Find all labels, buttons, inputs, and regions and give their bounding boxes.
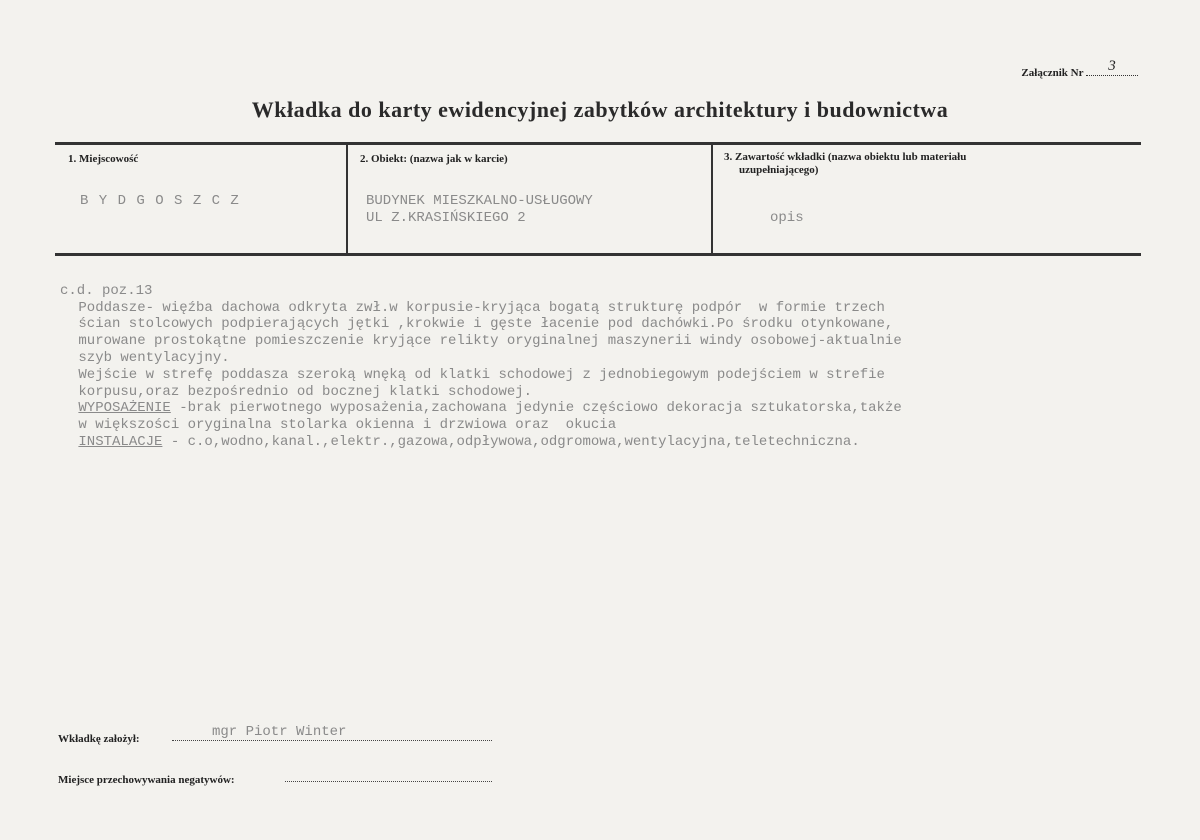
- object-label: 2. Obiekt: (nazwa jak w karcie): [360, 153, 508, 165]
- body-line: korpusu,oraz bezpośrednio od bocznej klatki schodowej.: [70, 383, 533, 400]
- content-label-2: uzupełniającego): [739, 164, 819, 176]
- author-label: Wkładkę założył:: [58, 733, 140, 745]
- object-line2: UL Z.KRASIŃSKIEGO 2: [366, 210, 526, 226]
- header-bottom-rule: [55, 253, 1141, 256]
- header-divider-1: [346, 145, 348, 255]
- body-line: Poddasze- więźba dachowa odkryta zwł.w korpusie-kryjąca bogatą strukturę podpór w formie trzech: [70, 299, 885, 316]
- object-line1: BUDYNEK MIESZKALNO-USŁUGOWY: [366, 193, 593, 209]
- header-divider-2: [711, 145, 713, 255]
- author-value: mgr Piotr Winter: [212, 724, 347, 740]
- body-line: murowane prostokątne pomieszczenie kryjące relikty oryginalnej maszynerii windy osobowej-aktualnie: [70, 333, 902, 350]
- body-line: c.d. poz.13: [60, 282, 153, 299]
- installations-heading: INSTALACJE: [78, 433, 163, 450]
- body-line: szyb wentylacyjny.: [70, 349, 230, 366]
- negatives-label: Miejsce przechowywania negatywów:: [58, 774, 235, 786]
- installations-text: - c.o,wodno,kanal.,elektr.,gazowa,odpływowa,odgromowa,wentylacyjna,teletechniczna.: [162, 433, 860, 450]
- negatives-field: [285, 769, 492, 782]
- annex-label: Załącznik Nr: [1021, 67, 1084, 79]
- locality-value: B Y D G O S Z C Z: [80, 193, 240, 209]
- content-label-1: 3. Zawartość wkładki (nazwa obiektu lub materiału: [724, 151, 967, 163]
- equipment-text: -brak pierwotnego wyposażenia,zachowana jedynie częściowo dekoracja sztukatorska,także: [170, 400, 902, 417]
- body-line: Wejście w strefę poddasza szeroką wnęką od klatki schodowej z jednobiegowym podejściem w strefie: [70, 366, 885, 383]
- header-top-rule: [55, 142, 1141, 145]
- content-value: opis: [770, 210, 804, 226]
- annex-number: [1021, 58, 1138, 82]
- equipment-heading: WYPOSAŻENIE: [78, 400, 171, 417]
- body-line: ścian stolcowych podpierających jętki ,krokwie i gęste łacenie pod dachówki.Po środku otynkowane,: [70, 316, 894, 333]
- description-text: [60, 266, 902, 468]
- body-line: w większości oryginalna stolarka okienna i drzwiowa oraz okucia: [70, 417, 617, 434]
- installations-line: [70, 434, 902, 451]
- document-title: Wkładka do karty ewidencyjnej zabytków architektury i budownictwa: [251, 97, 949, 122]
- equipment-line: [70, 400, 902, 417]
- locality-label: 1. Miejscowość: [68, 153, 139, 165]
- annex-number-value: 3: [1086, 58, 1138, 76]
